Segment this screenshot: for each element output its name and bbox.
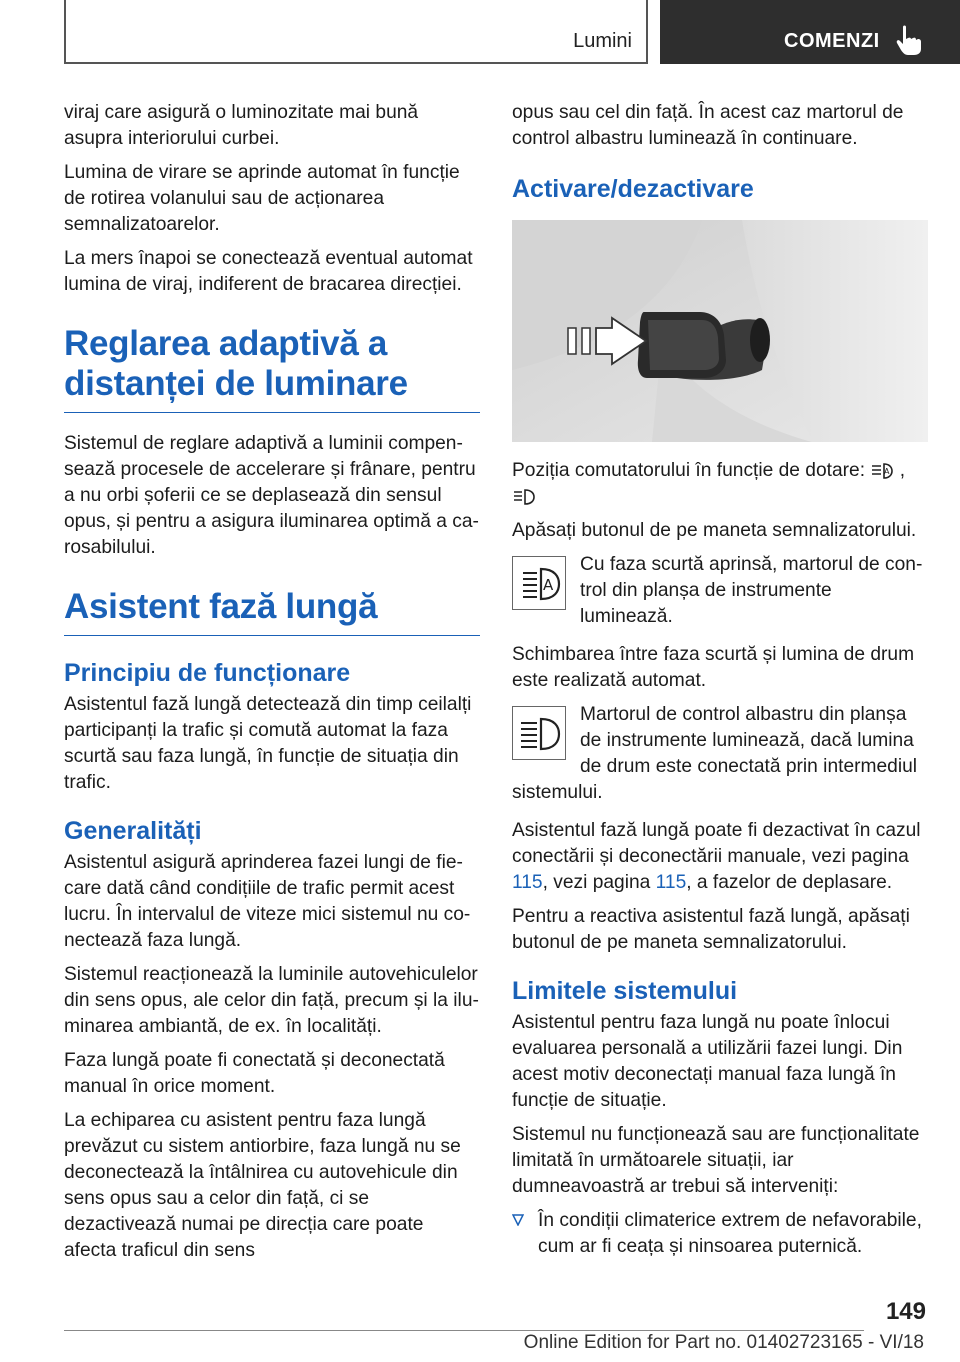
subheading-system-limits: Limitele sistemului: [512, 977, 738, 1005]
subheading-principle: Principiu de funcționare: [64, 659, 351, 687]
paragraph: viraj care asigură o luminozitate mai bună asupra interiorului curbei.: [64, 102, 419, 149]
paragraph: Apăsați butonul de pe maneta semnalizatorului.: [512, 520, 917, 541]
paragraph: Cu faza scurtă aprinsă, martorul de control din planșa de instrumente luminează.: [580, 554, 923, 627]
pointing-hand-icon: [894, 24, 924, 56]
heading-adaptive-range: Reglarea adaptivă a distanței de luminare: [64, 324, 480, 413]
auto-high-beam-indicator-icon: [512, 556, 566, 610]
turn-signal-stalk-illustration: [512, 220, 928, 442]
left-column: [64, 100, 480, 1272]
list-item: În condiții climaterice extrem de nefavorabile, cum ar fi ceața și ninsoarea puternică.: [512, 1208, 928, 1260]
svg-text:A: A: [884, 466, 890, 476]
right-column: [512, 100, 928, 1260]
section-header-box: [64, 0, 648, 64]
edition-note: Online Edition for Part no. 01402723165 - VI/18: [523, 1332, 924, 1353]
paragraph: Asistentul asigură aprinderea fazei lungi de fiecare dată când condițiile de trafic permit acest lucru. În intervalul de viteze mici sistemul nu conectează faza lungă.: [64, 852, 471, 951]
chapter-tab-label: COMENZI: [784, 30, 880, 52]
paragraph-switch-position: Poziția comutatorului în funcție de dotare: A ,: [512, 458, 928, 510]
paragraph: Martorul de control albastru din planșa de instrumente luminează, dacă lumina de drum este conectată prin intermediul sistemului.: [512, 704, 918, 803]
indicator-note-high-beam: [512, 702, 928, 806]
paragraph: opus sau cel din față. În acest caz martorul de control albastru luminează în continuare.: [512, 102, 904, 149]
page-number: 149: [885, 1298, 926, 1325]
heading-high-beam-assistant: Asistent fază lungă: [64, 587, 480, 636]
paragraph: Sistemul nu funcționează sau are funcționalitate limitată în următoarele situații, iar dumneavoastră ar trebui să interveniți:: [512, 1124, 920, 1197]
page-link[interactable]: 115: [512, 872, 543, 893]
high-beam-icon: [512, 487, 536, 507]
page-header: [0, 0, 960, 66]
high-beam-indicator-icon: [512, 706, 566, 760]
paragraph: Pentru a reactiva asistentul fază lungă, apăsați butonul de pe maneta semnalizatorului.: [512, 906, 910, 953]
auto-high-beam-icon: [870, 461, 894, 481]
subheading-activation: Activare/dezactivare: [512, 175, 754, 203]
limits-list: [512, 1208, 928, 1260]
paragraph: Asistentul pentru faza lungă nu poate înlocui evaluarea personală a utilizării fazei lungi. Din acest motiv deconectați manual faza lungă în funcție de situație.: [512, 1012, 903, 1111]
paragraph-deactivation: Asistentul fază lungă poate fi dezactivat în cazul conectării și deconectării manuale, vezi pagina 115, vezi pagina 115, a fazelor de deplasare.: [512, 820, 921, 893]
subheading-general: Generalități: [64, 817, 202, 845]
paragraph: La mers înapoi se conectează eventual automat lumina de viraj, indiferent de bracarea direcției.: [64, 248, 473, 295]
footer-divider: [64, 1330, 864, 1331]
section-title: Lumini: [573, 30, 632, 52]
paragraph: La echiparea cu asistent pentru faza lungă prevăzut cu sistem antiorbire, faza lungă nu se deconectează la întâlnirea cu autovehicule din sens opus sau a celor din față, ci se dezactivează numai pe direcția care poate afecta traficul din sens: [64, 1110, 461, 1261]
paragraph: Asistentul fază lungă detectează din timp ceilalți participanți la trafic și comută automat la faza scurtă sau faza lungă, în funcție de situația din trafic.: [64, 694, 472, 793]
indicator-note-auto: [512, 552, 928, 630]
paragraph: Schimbarea între faza scurtă și lumina de drum este realizată automat.: [512, 644, 915, 691]
svg-text:A: A: [543, 576, 554, 594]
paragraph: Sistemul de reglare adaptivă a luminii compensează procesele de accelerare și frânare, pentru a nu orbi șoferii ce se deplasează din sensul opus, și pentru a asigura iluminarea optimă a carosabilului.: [64, 433, 479, 558]
triangle-bullet-icon: [512, 1214, 524, 1226]
paragraph: Faza lungă poate fi conectată și deconectată manual în orice moment.: [64, 1050, 445, 1097]
paragraph: Lumina de virare se aprinde automat în funcție de rotirea volanului sau de acționarea semnalizatoarelor.: [64, 162, 460, 235]
paragraph: Sistemul reacționează la luminile autovehiculelor din sens opus, ale celor din față, precum și la iluminarea ambiantă, de ex. în localități.: [64, 964, 479, 1037]
page-link[interactable]: 115: [655, 872, 687, 893]
